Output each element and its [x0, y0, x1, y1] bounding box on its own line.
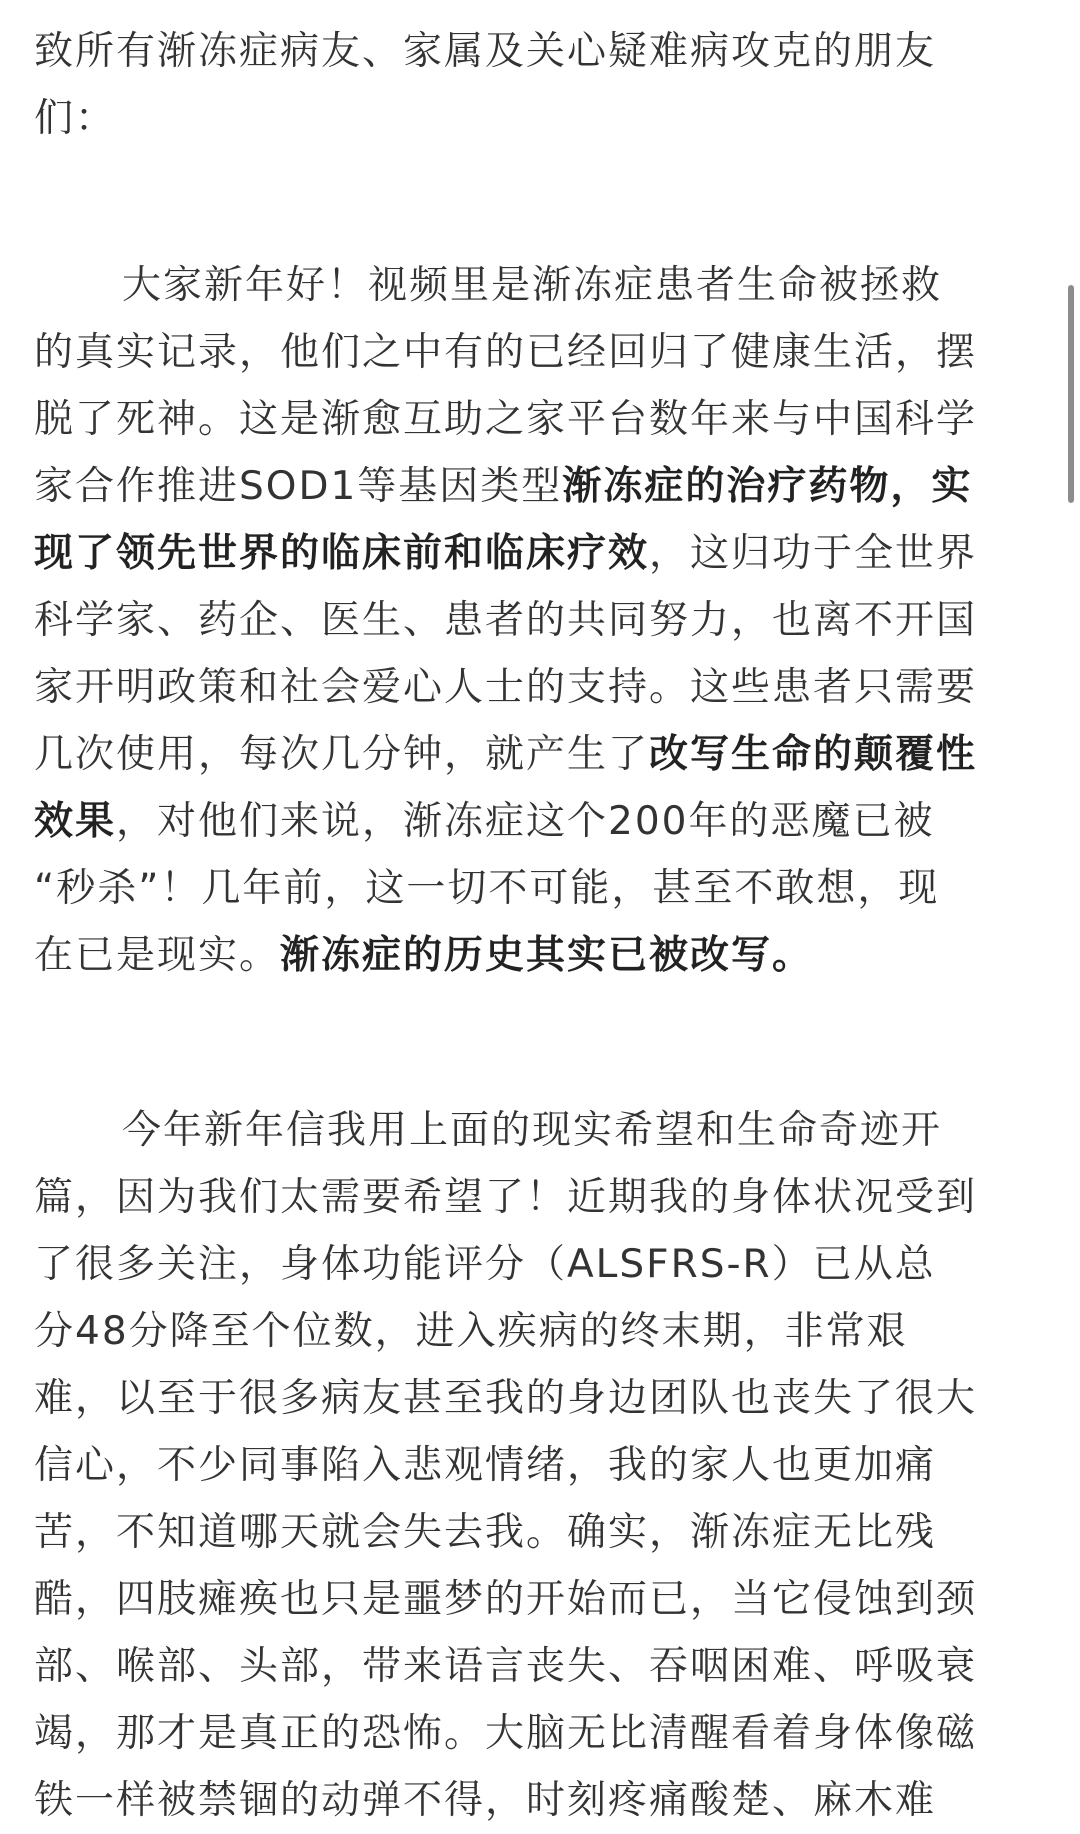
para1-line-8 [34, 721, 1044, 788]
para1-line-11-text: 在已是现实。 [34, 933, 281, 978]
para1-line-4 [34, 453, 1044, 520]
vertical-scrollbar[interactable] [1068, 285, 1074, 503]
greeting-line-2: 们： [34, 96, 117, 141]
paragraph-2 [34, 1097, 1044, 1834]
para2-line-9: 部、喉部、头部，带来语言丧失、吞咽困难、呼吸衰 [34, 1644, 978, 1689]
greeting [34, 18, 1044, 152]
para2-line-7: 苦，不知道哪天就会失去我。确实，渐冻症无比残 [34, 1510, 937, 1555]
para2-line-11: 铁一样被禁锢的动弹不得，时刻疼痛酸楚、麻木难 [34, 1778, 937, 1823]
para1-line-6: 科学家、药企、医生、患者的共同努力，也离不开国 [34, 598, 978, 643]
para2-line-3: 了很多关注，身体功能评分（ALSFRS-R）已从总 [34, 1242, 936, 1287]
para2-line-10: 竭，那才是真正的恐怖。大脑无比清醒看着身体像磁 [34, 1711, 978, 1756]
article-body [34, 18, 1044, 1834]
para1-line-11 [34, 922, 1044, 989]
para2-line-6: 信心，不少同事陷入悲观情绪，我的家人也更加痛 [34, 1443, 937, 1488]
para1-line-4-bold: 渐冻症的治疗药物，实 [562, 464, 973, 509]
paragraph-gap [34, 989, 1044, 1097]
para2-line-8: 酷，四肢瘫痪也只是噩梦的开始而已，当它侵蚀到颈 [34, 1577, 978, 1622]
para1-line-5-text: ，这归功于全世界 [649, 531, 978, 576]
para1-line-11-bold: 渐冻症的历史其实已被改写。 [280, 933, 814, 978]
para1-line-8-text: 几次使用，每次几分钟，就产生了 [34, 732, 650, 777]
para1-line-5-bold: 现了领先世界的临床前和临床疗效 [34, 531, 650, 576]
para1-line-9-bold: 效果 [34, 799, 117, 844]
para1-line-4-text: 家合作推进SOD1等基因类型 [34, 464, 563, 509]
para2-line-4: 分48分降至个位数，进入疾病的终末期，非常艰 [34, 1309, 908, 1354]
para1-line-10: “秒杀”！几年前，这一切不可能，甚至不敢想，现 [34, 866, 940, 911]
paragraph-gap [34, 152, 1044, 252]
greeting-line-1: 致所有渐冻症病友、家属及关心疑难病攻克的朋友 [34, 29, 937, 74]
para1-line-5 [34, 520, 1044, 587]
para2-line-5: 难，以至于很多病友甚至我的身边团队也丧失了很大 [34, 1376, 978, 1421]
para1-line-3: 脱了死神。这是渐愈互助之家平台数年来与中国科学 [34, 397, 978, 442]
para2-line-2: 篇，因为我们太需要希望了！近期我的身体状况受到 [34, 1175, 978, 1220]
para1-line-9-text: ，对他们来说，渐冻症这个200年的恶魔已被 [116, 799, 935, 844]
para1-line-8-bold: 改写生命的颠覆性 [649, 732, 978, 777]
paragraph-1 [34, 252, 1044, 989]
para2-line-1: 今年新年信我用上面的现实希望和生命奇迹开 [122, 1108, 943, 1153]
para1-line-9 [34, 788, 1044, 855]
para1-line-1: 大家新年好！视频里是渐冻症患者生命被拯救 [122, 263, 943, 308]
para1-line-2: 的真实记录，他们之中有的已经回归了健康生活，摆 [34, 330, 978, 375]
para1-line-7: 家开明政策和社会爱心人士的支持。这些患者只需要 [34, 665, 978, 710]
